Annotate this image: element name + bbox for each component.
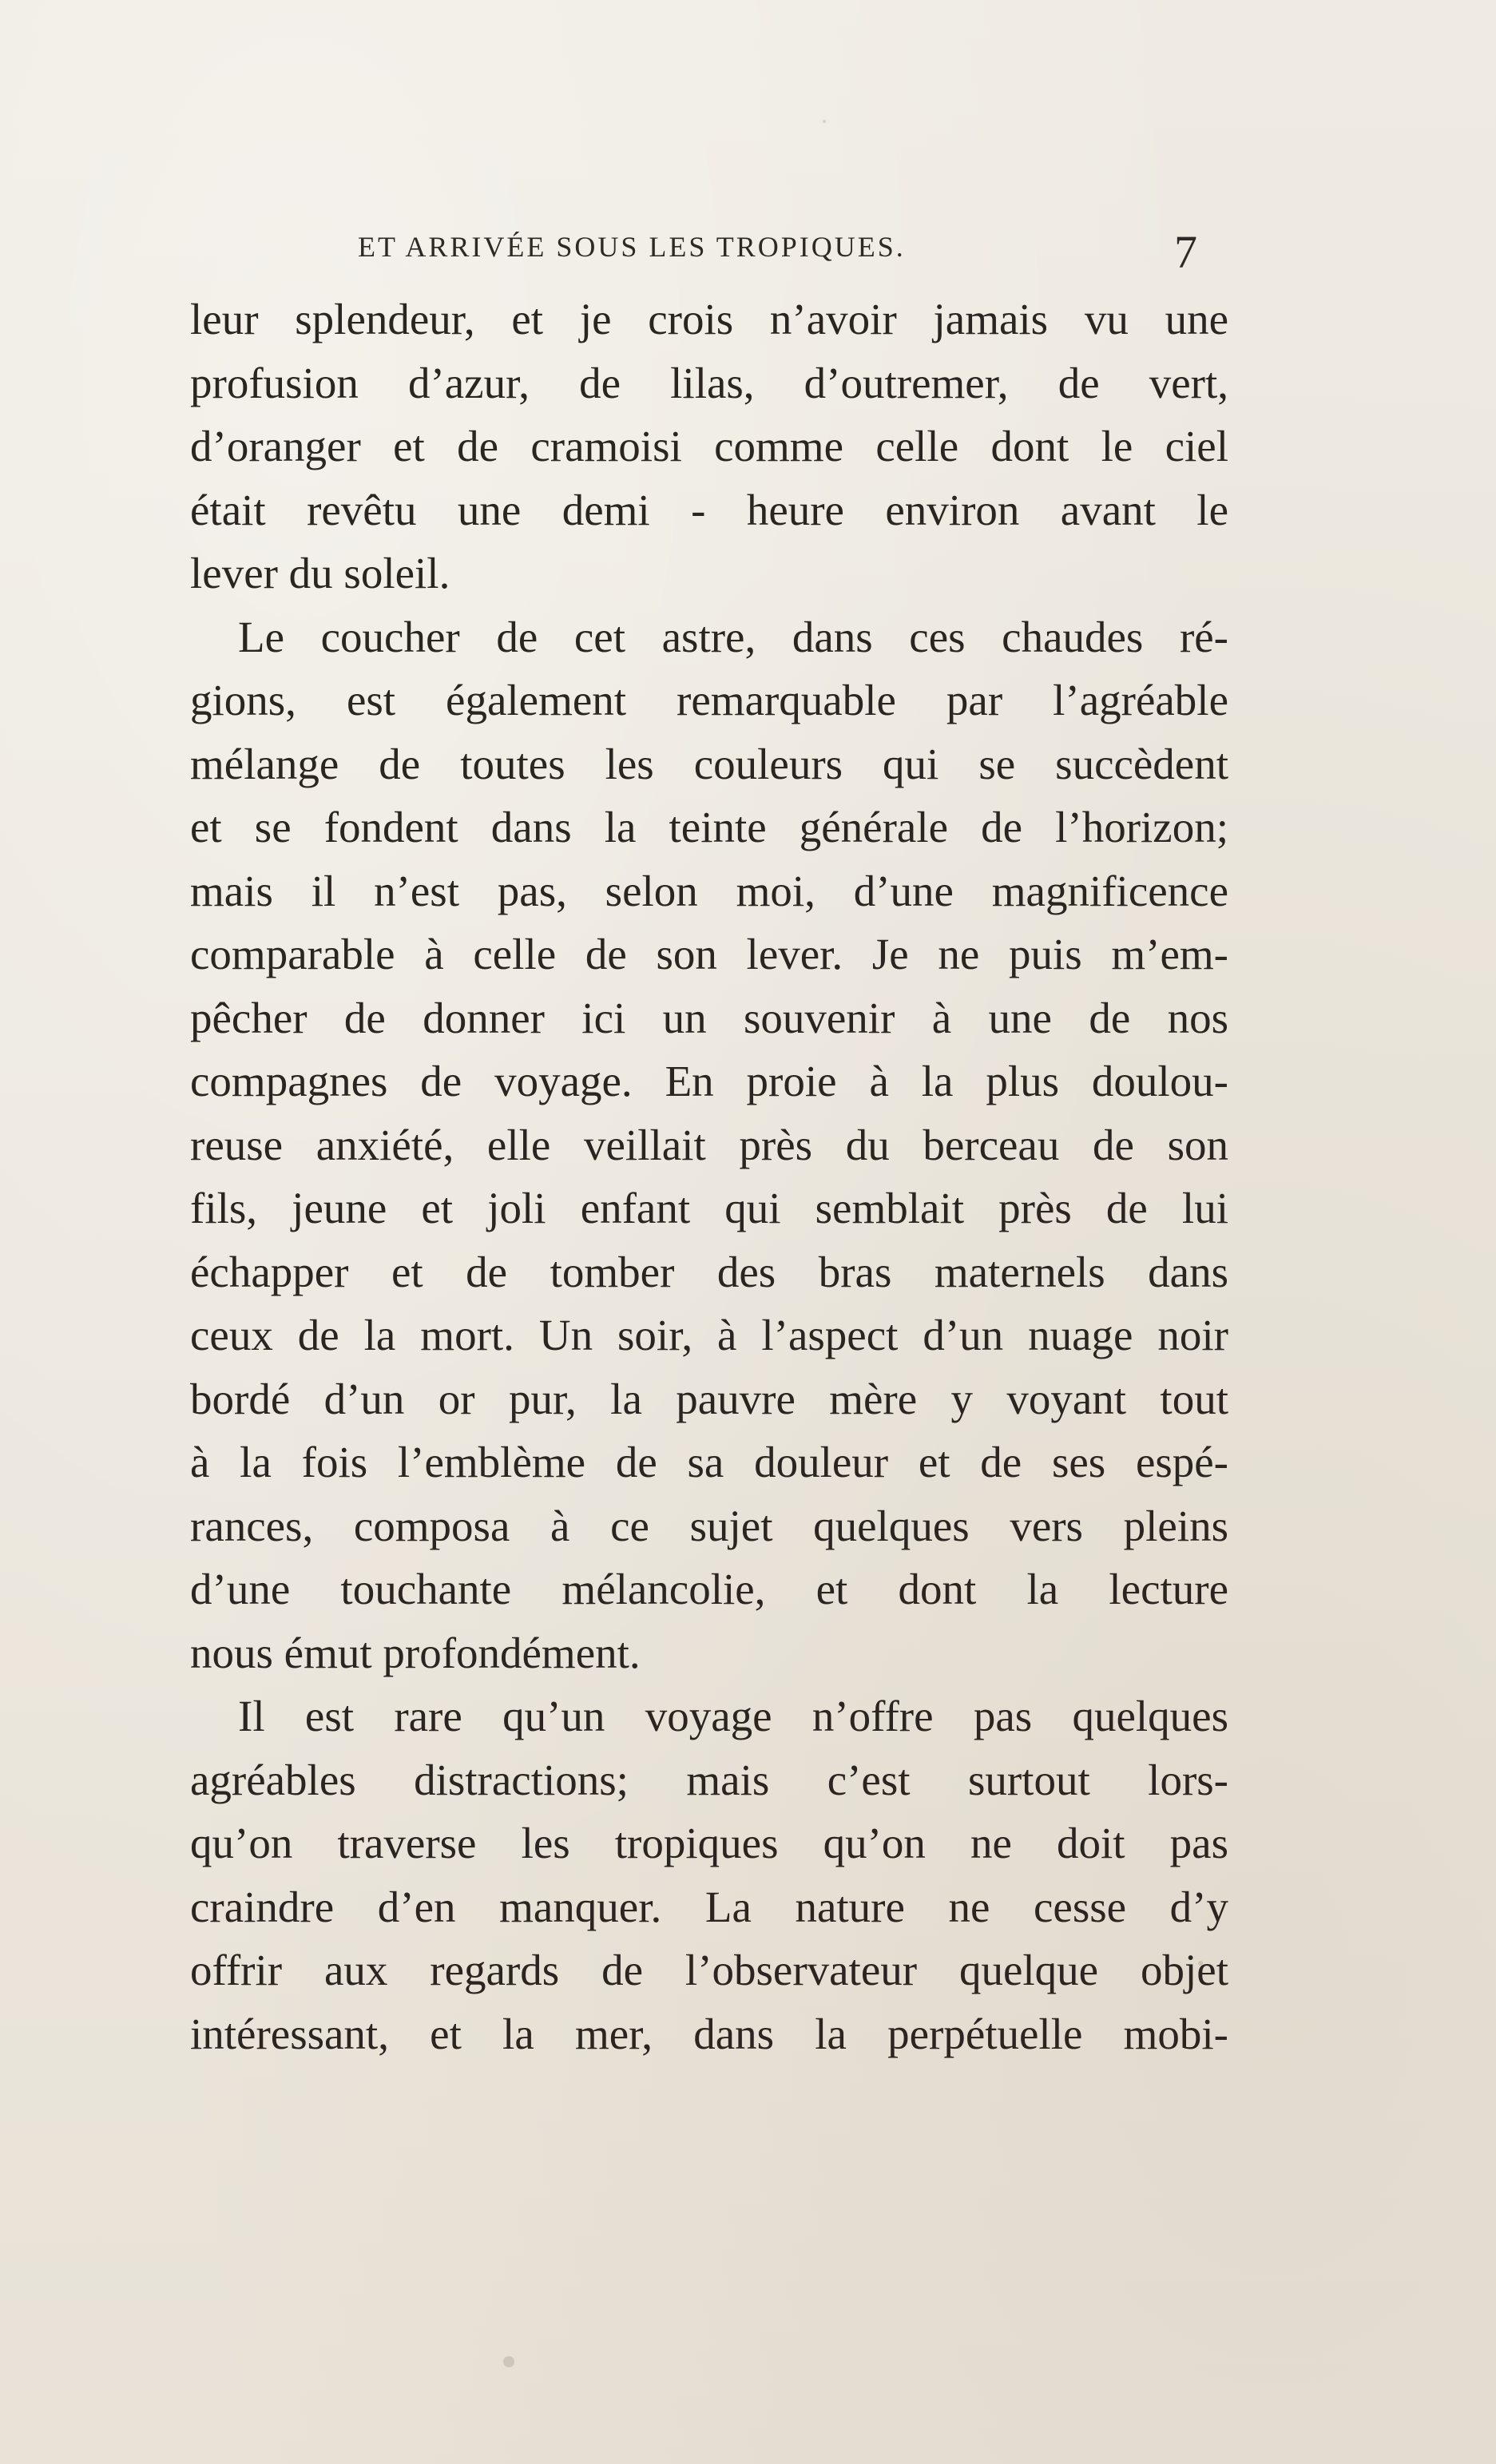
text-line: nous émut profondément. xyxy=(190,1628,641,1677)
page-number: 7 xyxy=(1174,226,1197,278)
text-line: reuse anxiété, elle veillait près du berceau de son xyxy=(190,1120,1228,1169)
text-line: Il est rare qu’un voyage n’offre pas quelques xyxy=(238,1692,1228,1740)
text-line: mélange de toutes les couleurs qui se succèdent xyxy=(190,739,1228,788)
text-line: compagnes de voyage. En proie à la plus doulou- xyxy=(190,1057,1228,1105)
text-line: gions, est également remarquable par l’agréable xyxy=(190,676,1228,724)
body-text xyxy=(190,288,1228,2065)
text-line: Le coucher de cet astre, dans ces chaudes ré- xyxy=(238,612,1228,661)
text-line: agréables distractions; mais c’est surtout lors- xyxy=(190,1755,1228,1804)
text-line: rances, composa à ce sujet quelques vers pleins xyxy=(190,1501,1228,1550)
text-line: comparable à celle de son lever. Je ne puis m’em- xyxy=(190,930,1228,978)
paragraph-2 xyxy=(190,605,1228,1685)
page-header xyxy=(190,222,1228,278)
paragraph-3 xyxy=(190,1684,1228,2065)
text-line: d’oranger et de cramoisi comme celle dont le ciel xyxy=(190,422,1228,470)
text-line: était revêtu une demi - heure environ avant le xyxy=(190,485,1228,534)
text-line: pêcher de donner ici un souvenir à une de nos xyxy=(190,993,1228,1042)
text-line: mais il n’est pas, selon moi, d’une magnificence xyxy=(190,866,1228,915)
text-line: ceux de la mort. Un soir, à l’aspect d’un nuage noir xyxy=(190,1311,1228,1359)
text-line: offrir aux regards de l’observateur quelque objet xyxy=(190,1946,1228,1994)
paper-spot xyxy=(503,2356,514,2367)
text-line: profusion d’azur, de lilas, d’outremer, de vert, xyxy=(190,358,1228,407)
text-line: lever du soleil. xyxy=(190,549,450,597)
text-line: craindre d’en manquer. La nature ne cesse d’y xyxy=(190,1882,1228,1931)
text-line: intéressant, et la mer, dans la perpétuelle mobi- xyxy=(190,2009,1228,2058)
paper-spot xyxy=(823,120,826,123)
text-line: fils, jeune et joli enfant qui semblait près de lui xyxy=(190,1184,1228,1232)
text-line: et se fondent dans la teinte générale de l’horizon; xyxy=(190,803,1228,851)
text-line: leur splendeur, et je crois n’avoir jamais vu une xyxy=(190,295,1228,343)
running-title: ET ARRIVÉE SOUS LES TROPIQUES. xyxy=(358,231,906,263)
text-line: qu’on traverse les tropiques qu’on ne doit pas xyxy=(190,1819,1228,1867)
text-line: à la fois l’emblème de sa douleur et de ses espé- xyxy=(190,1438,1228,1486)
paragraph-1 xyxy=(190,288,1228,605)
text-line: d’une touchante mélancolie, et dont la lecture xyxy=(190,1565,1228,1613)
text-line: échapper et de tomber des bras maternels dans xyxy=(190,1247,1228,1296)
text-line: bordé d’un or pur, la pauvre mère y voyant tout xyxy=(190,1374,1228,1423)
